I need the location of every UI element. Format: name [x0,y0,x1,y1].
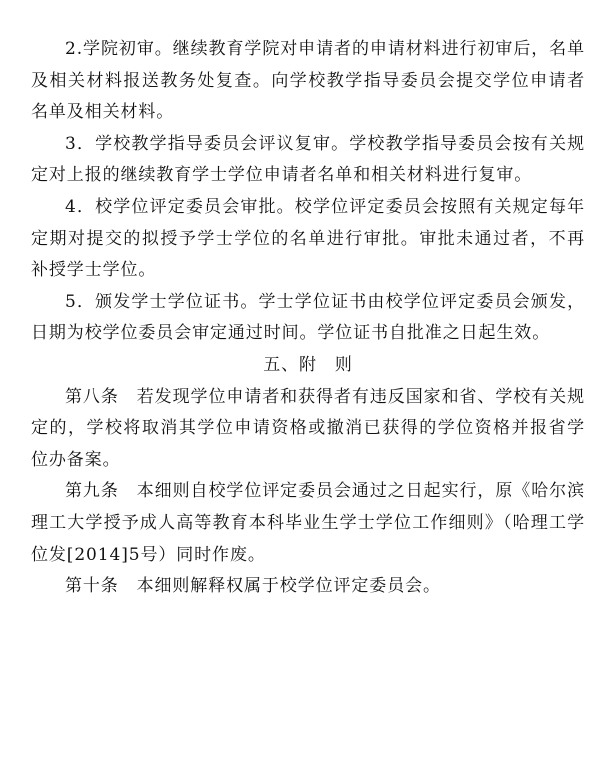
paragraph-step-3: 3．学校教学指导委员会评议复审。学校教学指导委员会按有关规定对上报的继续教育学士学位申请者名单和相关材料进行复审。 [31,133,585,186]
section-heading: 五、附 则 [263,354,353,375]
paragraph-step-4: 4．校学位评定委员会审批。校学位评定委员会按照有关规定每年定期对提交的拟授予学士学位的名单进行审批。审批未通过者，不再补授学士学位。 [31,196,585,281]
document-page [31,34,585,603]
paragraph-step-2: 2.学院初审。继续教育学院对申请者的申请材料进行初审后，名单及相关材料报送教务处复查。向学校教学指导委员会提交学位申请者名单及相关材料。 [31,39,585,123]
article-8-paragraph: 第八条 若发现学位申请者和获得者有违反国家和省、学校有关规定的，学校将取消其学位申请资格或撤消已获得的学位资格并报省学位办备案。 [31,386,585,470]
paragraph-step-5: 5．颁发学士学位证书。学士学位证书由校学位评定委员会颁发，日期为校学位委员会审定通过时间。学位证书自批准之日起生效。 [31,291,585,344]
article-9-paragraph: 第九条 本细则自校学位评定委员会通过之日起实行，原《哈尔滨理工大学授予成人高等教育本科毕业生学士学位工作细则》（哈理工学位发[2014]5号）同时作废。 [31,481,585,565]
article-10-paragraph: 第十条 本细则解释权属于校学位评定委员会。 [65,576,441,597]
